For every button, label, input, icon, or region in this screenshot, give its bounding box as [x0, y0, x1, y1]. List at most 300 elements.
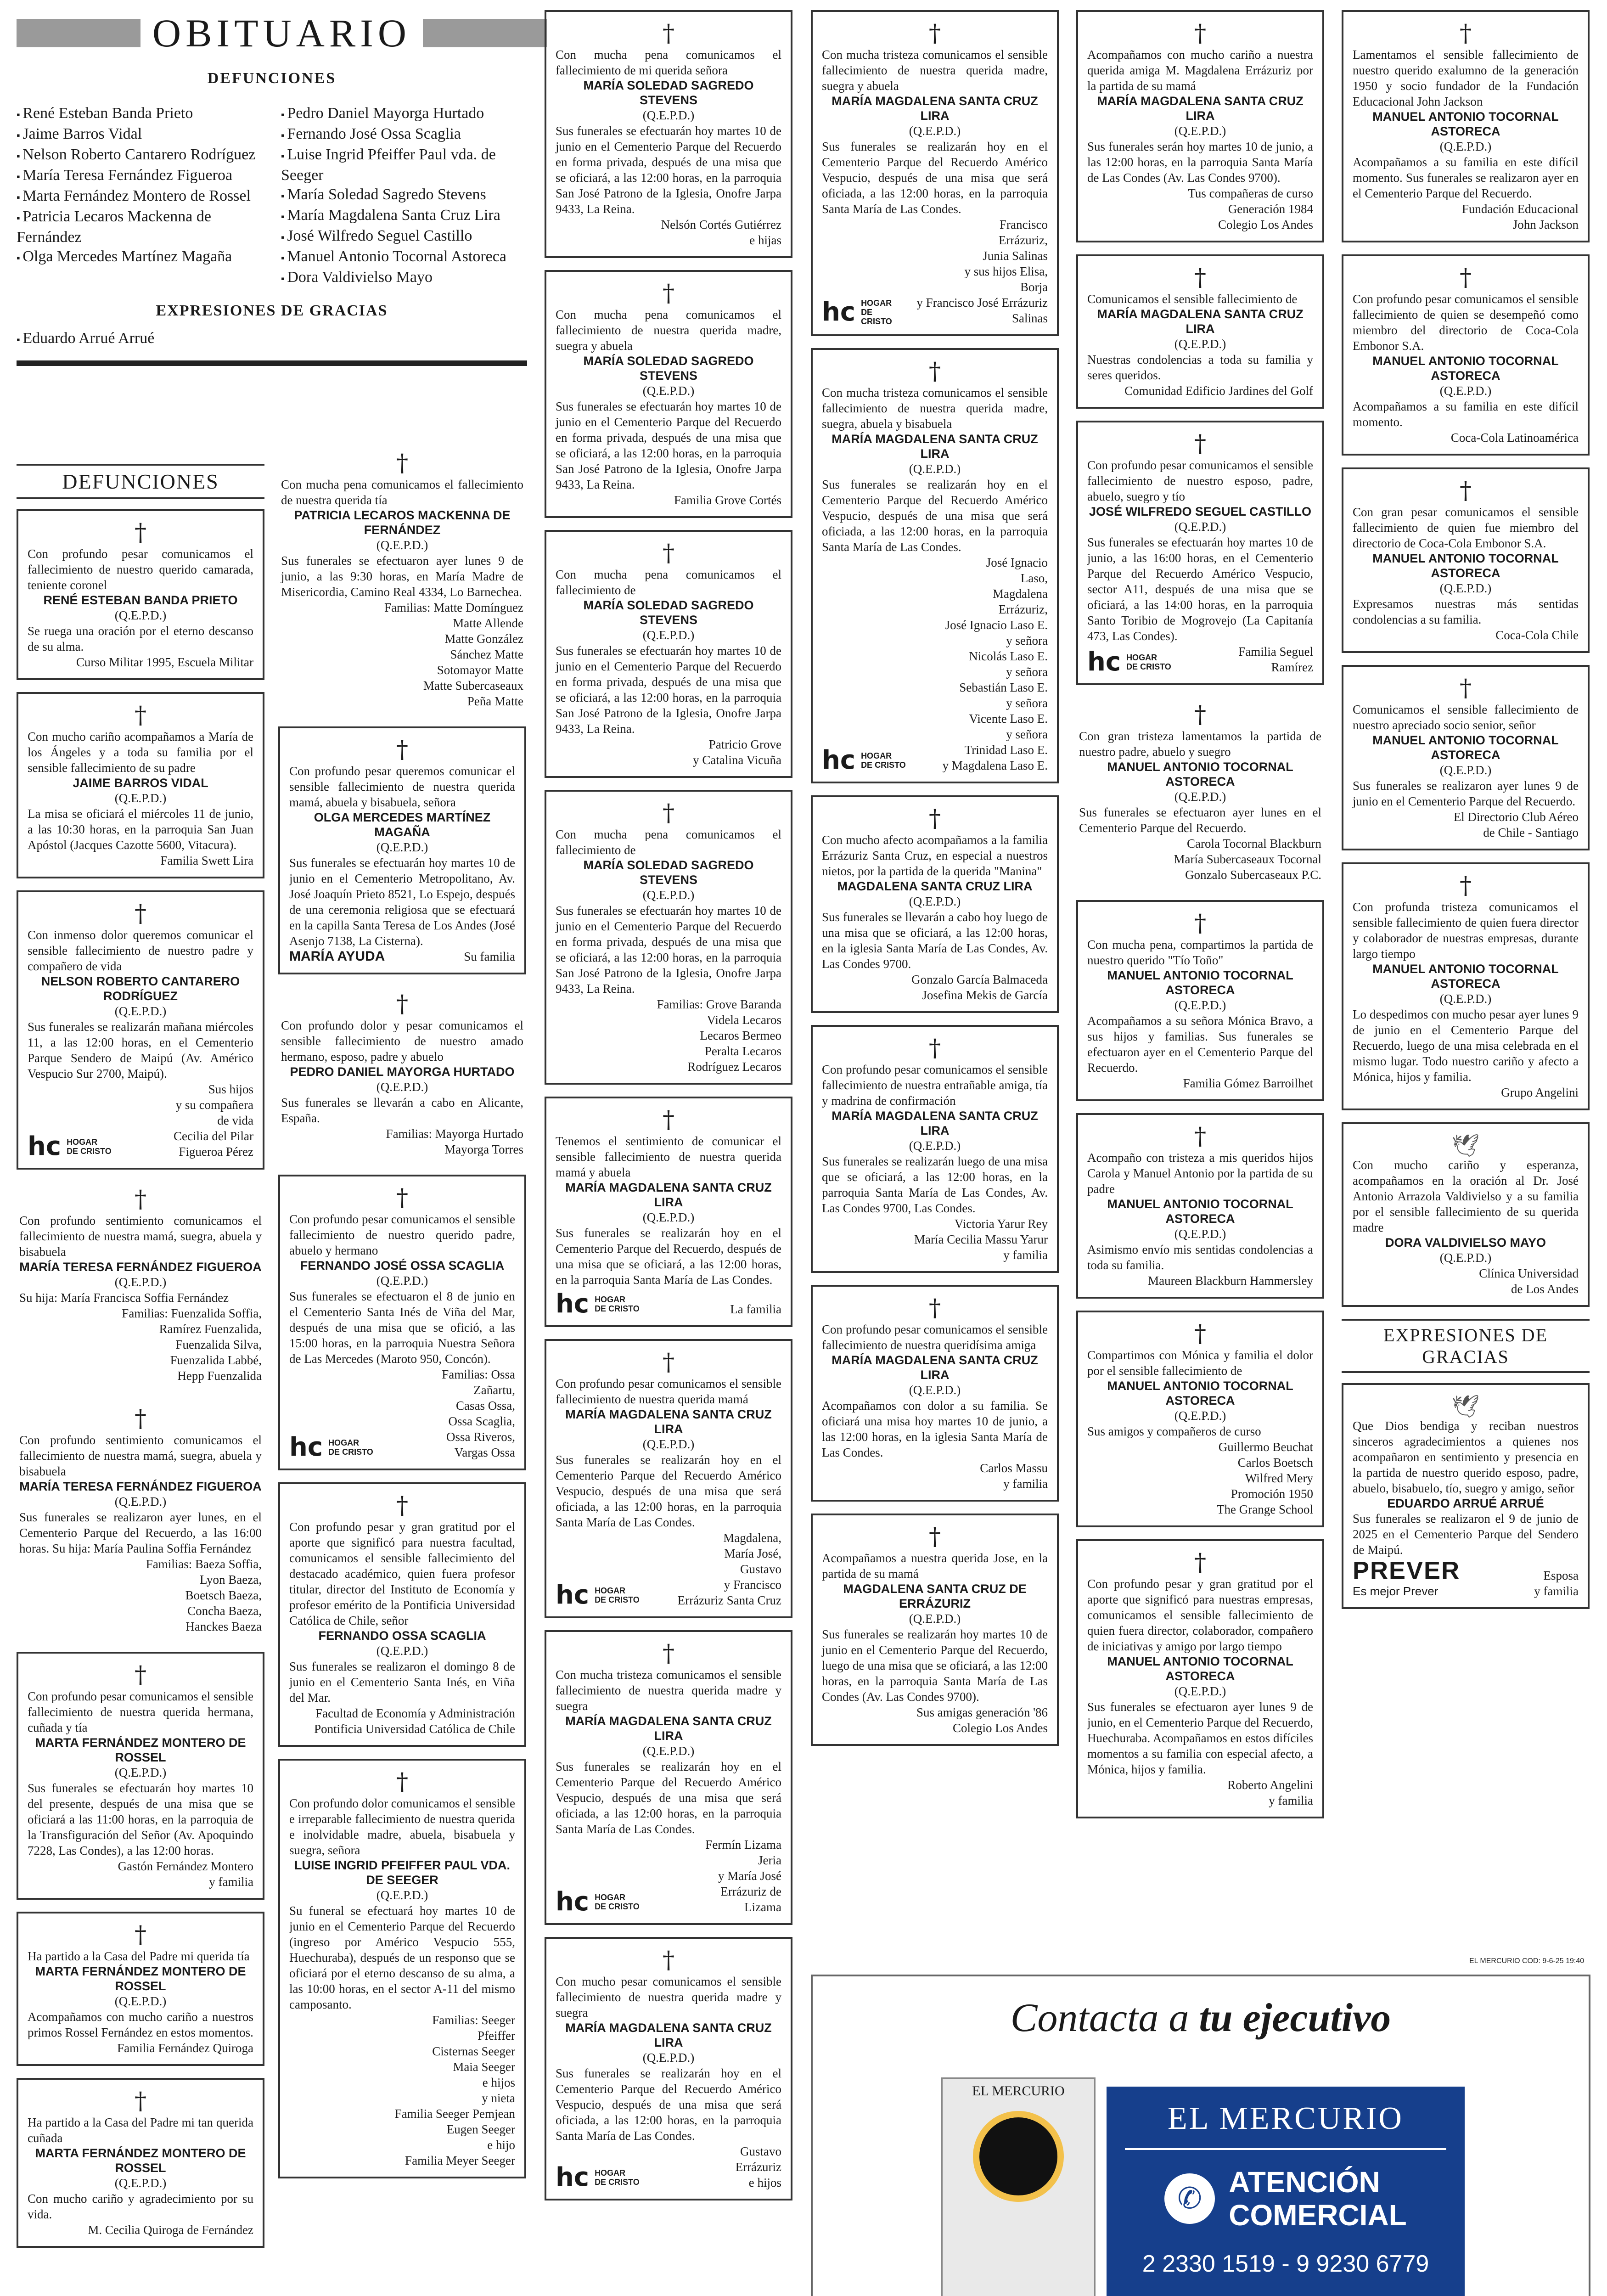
- index-item: ▪ Olga Mercedes Martínez Magaña: [17, 247, 263, 268]
- notice-intro: Que Dios bendiga y reciban nuestros sinceros agradecimientos a quienes nos acompañaron en sentimiento y presencia en la partida de nuestro querido esposo, padre, abuelo, bisabuelo, tío, suegro y amigo, señor: [1353, 1419, 1579, 1495]
- qepd-label: (Q.E.P.D.): [909, 895, 961, 908]
- notice-signers: [916, 1705, 1048, 1736]
- notice-name: MARÍA TERESA FERNÁNDEZ FIGUEROA: [19, 1260, 262, 1274]
- notice-intro: Con profundo pesar comunicamos el sensible fallecimiento de nuestra querida hermana, cuñada y tía: [28, 1689, 253, 1734]
- notice-name: MARÍA SOLEDAD SAGREDO STEVENS: [583, 598, 754, 627]
- obituary-notice: [811, 1285, 1059, 1502]
- signer-line: Magdalena,: [723, 1531, 781, 1545]
- gracias-index: [17, 329, 527, 349]
- obituary-notice: [17, 1401, 264, 1643]
- cross-icon: †: [1194, 430, 1206, 458]
- cross-icon: †: [396, 736, 408, 764]
- cross-icon: †: [396, 450, 408, 477]
- ad-headline-a: Contacta a: [1010, 1996, 1189, 2040]
- hogar-de-cristo-logo: [556, 1582, 640, 1608]
- notice-body: Sus funerales se efectuarán hoy martes 10 de junio en el Cementerio Parque del Recuerdo en forma privada, después de una misa que se oficiará, a las 12:00 horas, en la parroquia San José Patrono de la Iglesia, Onofre Jarpa 9433, La Reina.: [556, 644, 781, 736]
- notice-name: MARÍA MAGDALENA SANTA CRUZ LIRA: [565, 2021, 772, 2049]
- hogar-label-line: DE CRISTO: [595, 1304, 640, 1313]
- signer-line: Sotomayor Matte: [437, 663, 523, 677]
- notice-name: MARÍA SOLEDAD SAGREDO STEVENS: [583, 79, 754, 107]
- hogar-label-line: HOGAR: [67, 1137, 98, 1147]
- notice-footer: [28, 853, 253, 868]
- cross-icon: †: [1194, 1549, 1206, 1576]
- hogar-label-line: HOGAR: [595, 1893, 626, 1902]
- signer-line: Familias: Ossa: [442, 1367, 515, 1381]
- signer-line: Laso,: [1020, 571, 1048, 585]
- notice-name: MARÍA MAGDALENA SANTA CRUZ LIRA: [832, 1109, 1038, 1137]
- signer-line: Familias: Grove Baranda: [657, 997, 781, 1011]
- index-item: ▪ Marta Fernández Montero de Rossel: [17, 186, 263, 207]
- notice-body: La misa se oficiará el miércoles 11 de junio, a las 10:30 horas, en la parroquia San Juan Apóstol (Jacques Cazotte 5600, Vitacura).: [28, 807, 253, 852]
- notice-body: Acompañamos a su señora Mónica Bravo, a sus hijos y familias. Sus funerales se efectuaron ayer en el Cementerio Parque del Recuerdo.: [1087, 1014, 1313, 1075]
- notice-signers: [384, 600, 523, 709]
- notice-signer: Maureen Blackburn Hammersley: [1148, 1274, 1313, 1288]
- notice-signers: [174, 1081, 253, 1159]
- notice-intro: Acompañamos con mucho cariño a nuestra querida amiga M. Magdalena Errázuriz por la partida de su mamá: [1087, 48, 1313, 93]
- index-item: ▪ Jaime Barros Vidal: [17, 124, 263, 145]
- signer-line: de Chile - Santiago: [1483, 826, 1579, 839]
- signer-line: Matte González: [444, 632, 523, 646]
- phone-icon: ✆: [1164, 2173, 1215, 2224]
- notice-signers: [943, 555, 1048, 773]
- notice-body: Asimismo envío mis sentidas condolencias a toda su familia.: [1087, 1243, 1313, 1272]
- notice-name: MARÍA MAGDALENA SANTA CRUZ LIRA: [565, 1407, 772, 1436]
- notice-body: Sus funerales se efectuarán hoy martes 10 de junio en el Cementerio Parque del Recuerdo en forma privada, después de una misa que se oficiará, a las 12:00 horas, en la parroquia San José Patrono de la Iglesia, Onofre Jarpa 9433, La Reina.: [556, 124, 781, 216]
- qepd-label: (Q.E.P.D.): [909, 462, 961, 476]
- notice-body: Lo despedimos con mucho pesar ayer lunes 9 de junio en el Cementerio Parque del Recuerdo, luego de una misa celebrada en el mismo lugar. Todo nuestro cariño y afecto a Mónica, hijos y familia.: [1353, 1007, 1579, 1084]
- notice-footer: [556, 737, 781, 768]
- prever-logo: [1353, 1558, 1460, 1599]
- notice-intro: Comunicamos el sensible fallecimiento de: [1087, 292, 1298, 306]
- qepd-label: (Q.E.P.D.): [1439, 992, 1492, 1006]
- qepd-label: (Q.E.P.D.): [114, 1994, 167, 2008]
- notice-signer: Familia Fernández Quiroga: [117, 2041, 253, 2055]
- notice-intro: Con mucha pena comunicamos el fallecimiento de: [556, 827, 781, 857]
- cross-icon: †: [1460, 477, 1472, 505]
- notice-signer: Comunidad Edificio Jardines del Golf: [1124, 384, 1313, 398]
- notice-body: Sus funerales se realizarán hoy en el Cementerio Parque del Recuerdo Américo Vespucio, después de una misa que será oficiada, a las 12:00 horas, en la parroquia Santa María de Las Condes.: [556, 2066, 781, 2143]
- obituary-notice: [1342, 254, 1590, 456]
- notice-name: LUISE INGRID PFEIFFER PAUL VDA. DE SEEGER: [294, 1858, 511, 1887]
- qepd-label: (Q.E.P.D.): [1439, 1251, 1492, 1265]
- signer-line: Vicente Laso E.: [969, 712, 1048, 726]
- signer-line: Fuenzalida Labbé,: [170, 1353, 262, 1367]
- qepd-label: (Q.E.P.D.): [114, 1766, 167, 1779]
- notice-name: MARÍA MAGDALENA SANTA CRUZ LIRA: [832, 94, 1038, 123]
- qepd-label: (Q.E.P.D.): [114, 608, 167, 622]
- hogar-label-line: DE CRISTO: [595, 2178, 640, 2187]
- hogar-de-cristo-logo: [556, 2162, 640, 2192]
- hogar-de-cristo-logo: [822, 298, 897, 326]
- notice-signers: [386, 1126, 523, 1157]
- ad-service-line: ATENCIÓN: [1229, 2166, 1380, 2199]
- signer-line: Sus hijos: [208, 1082, 253, 1096]
- notice-intro: Acompañamos a nuestra querida Jose, en la partida de su mamá: [822, 1551, 1048, 1581]
- notice-signer: Coca-Cola Latinoamérica: [1450, 431, 1579, 445]
- title-bar-left: [17, 19, 140, 47]
- qepd-label: (Q.E.P.D.): [1174, 1227, 1226, 1241]
- obituary-header: [17, 10, 527, 366]
- signer-line: e hijas: [749, 233, 781, 247]
- column-5: [1076, 10, 1324, 1830]
- notice-body: Sus funerales se realizarán hoy en el Cementerio Parque del Recuerdo, después de una misa que se oficiará, a las 12:00 horas, en la parroquia Santa María de Las Condes.: [556, 1226, 781, 1287]
- obituary-notice: [1076, 697, 1324, 891]
- notice-name: MANUEL ANTONIO TOCORNAL ASTORECA: [1372, 354, 1559, 383]
- signer-line: Familias: Seeger: [432, 2013, 515, 2027]
- cross-icon: †: [135, 1405, 146, 1433]
- notice-body: Acompañamos a su familia en este difícil momento.: [1353, 400, 1579, 429]
- notice-body: Sus funerales se realizarán luego de una misa que se oficiará, a las 12:00 horas, en la parroquia Santa María de Las Condes, Av. Las Condes 9700, Las Condes.: [822, 1154, 1048, 1215]
- cross-icon: †: [1460, 675, 1472, 702]
- notice-name: PATRICIA LECAROS MACKENNA DE FERNÁNDEZ: [294, 508, 511, 537]
- notice-footer: [556, 492, 781, 508]
- notice-intro: Con profundo pesar comunicamos el sensible fallecimiento de nuestro esposo, padre, abuelo, suegro y tío: [1087, 458, 1313, 503]
- notice-body: Sus funerales se efectuaron el 8 de junio en el Cementerio Santa Inés de Viña del Mar, después de una misa que se ofició, a las 15:00 horas, en la parroquia Nuestra Señora de Las Mercedes (Maroto 950, Concón).: [289, 1289, 515, 1366]
- notice-name: JAIME BARROS VIDAL: [73, 776, 208, 790]
- qepd-label: (Q.E.P.D.): [642, 628, 695, 642]
- newspaper-masthead: EL MERCURIO: [972, 2083, 1065, 2099]
- signer-line: María Cecilia Massu Yarur: [914, 1232, 1048, 1246]
- index-item: ▪ Fernando José Ossa Scaglia: [281, 124, 527, 145]
- hogar-label-line: DE CRISTO: [595, 1595, 640, 1604]
- notice-name: EDUARDO ARRUÉ ARRUÉ: [1387, 1497, 1544, 1510]
- notice-name: MARÍA MAGDALENA SANTA CRUZ LIRA: [565, 1714, 772, 1743]
- notice-intro: Lamentamos el sensible fallecimiento de nuestro querido exalumno de la generación 1950 y socio fundador de la Fundación Educacional John Jackson: [1353, 48, 1579, 108]
- notice-intro: Con profundo dolor comunicamos el sensible e irreparable fallecimiento de nuestra querida e inolvidable madre, abuela, bisabuela y suegra, señora: [289, 1796, 515, 1857]
- signer-line: Wilfred Mery: [1245, 1471, 1313, 1485]
- hogar-mark-icon: hc: [556, 1580, 590, 1610]
- notice-name: MANUEL ANTONIO TOCORNAL ASTORECA: [1107, 1197, 1293, 1226]
- signer-line: Sus amigas generación '86: [916, 1705, 1048, 1719]
- cross-icon: †: [663, 1640, 674, 1667]
- obituary-notice: [1076, 1311, 1324, 1527]
- obituary-notice: [1076, 1113, 1324, 1299]
- obituary-notice: [1342, 1122, 1590, 1307]
- notice-footer: [1087, 1777, 1313, 1808]
- qepd-label: (Q.E.P.D.): [642, 2051, 695, 2065]
- signer-line: Rodríguez Lecaros: [687, 1060, 781, 1074]
- notice-intro: Con gran tristeza lamentamos la partida de nuestro padre, abuelo y suegro: [1079, 729, 1321, 759]
- column-3: [545, 10, 792, 2212]
- hogar-mark-icon: hc: [822, 745, 856, 775]
- hogar-mark-icon: hc: [556, 1289, 590, 1319]
- signer-line: y nieta: [482, 2091, 515, 2105]
- qepd-label: (Q.E.P.D.): [114, 2176, 167, 2190]
- cross-icon: †: [135, 702, 146, 729]
- signer-line: y Catalina Vicuña: [693, 753, 781, 767]
- signer-line: y Magdalena Laso E.: [942, 759, 1048, 772]
- notice-footer: [19, 1306, 262, 1384]
- obituary-notice: [545, 790, 792, 1085]
- notice-signers: [118, 1858, 253, 1890]
- notice-footer: [556, 996, 781, 1075]
- signer-line: Errázuriz,: [998, 233, 1048, 247]
- qepd-label: (Q.E.P.D.): [1174, 337, 1226, 351]
- signer-line: Gonzalo García Balmaceda: [911, 973, 1048, 986]
- notice-signer: Curso Militar 1995, Escuela Militar: [76, 655, 253, 669]
- signer-line: y familia: [1534, 1584, 1579, 1598]
- hogar-label-line: DE CRISTO: [595, 1902, 640, 1911]
- notice-name: MARÍA MAGDALENA SANTA CRUZ LIRA: [1097, 94, 1304, 123]
- notice-signers: [705, 1837, 781, 1915]
- signer-line: Guillermo Beuchat: [1218, 1440, 1313, 1454]
- hogar-de-cristo-logo: [1087, 649, 1171, 675]
- signer-line: Ossa Scaglia,: [448, 1414, 515, 1428]
- cross-icon: †: [929, 20, 941, 47]
- notice-signers: [678, 1530, 781, 1608]
- signer-line: de vida: [217, 1114, 253, 1127]
- maria-ayuda-logo: MARÍA AYUDA: [289, 949, 385, 964]
- obituary-notice: [1342, 10, 1590, 242]
- signer-line: Matte Allende: [453, 616, 523, 630]
- obituary-notice: [1076, 10, 1324, 242]
- cross-icon: †: [135, 519, 146, 546]
- notice-body: Sus funerales se efectuarán hoy martes 10 de junio en el Cementerio Parque del Recuerdo en forma privada, después de una misa que se oficiará, a las 12:00 horas, en la parroquia San José Patrono de la Iglesia, Onofre Jarpa 9433, La Reina.: [556, 904, 781, 996]
- el-mercurio-ad[interactable]: [811, 1975, 1590, 2296]
- notice-signers: [736, 2144, 781, 2190]
- notice-footer: [28, 2040, 253, 2056]
- signer-line: Sebastián Laso E.: [959, 681, 1048, 694]
- hogar-label: [861, 298, 896, 326]
- section-heading-gracias: EXPRESIONES DE GRACIAS: [1342, 1319, 1590, 1373]
- cross-icon: †: [396, 1492, 408, 1519]
- notice-body: Expresamos nuestras más sentidas condolencias a su familia.: [1353, 597, 1579, 626]
- notice-intro: Con profundo pesar comunicamos el fallecimiento de nuestro querido camarada, teniente coronel: [28, 547, 253, 592]
- hogar-de-cristo-logo: [822, 745, 906, 775]
- prever-tagline: Es mejor Prever: [1353, 1584, 1438, 1598]
- qepd-label: (Q.E.P.D.): [1174, 998, 1226, 1012]
- ad-headline: [813, 1995, 1589, 2041]
- notice-footer: [556, 2144, 781, 2190]
- notice-signers: [1174, 836, 1321, 883]
- qepd-label: (Q.E.P.D.): [1174, 1684, 1226, 1698]
- notice-intro: Con profundo pesar y gran gratitud por el aporte que significó para nuestras empresas, comunicamos el sensible fallecimiento de quien fuera director, colaborador, compañero de iniciativas y amigo por largo tiempo: [1087, 1577, 1313, 1653]
- signer-line: Carola Tocornal Blackburn: [1186, 837, 1321, 850]
- cross-icon: †: [663, 799, 674, 827]
- obituary-notice: [545, 1097, 792, 1327]
- signer-line: Casas Ossa,: [456, 1399, 515, 1412]
- cross-icon: †: [396, 990, 408, 1018]
- qepd-label: (Q.E.P.D.): [642, 108, 695, 122]
- column-2: [278, 445, 526, 2190]
- notice-signers: [1217, 1439, 1313, 1517]
- notice-name: PEDRO DANIEL MAYORGA HURTADO: [290, 1065, 515, 1079]
- notice-footer: [822, 972, 1048, 1003]
- signer-line: Errázuriz: [735, 2160, 781, 2174]
- qepd-label: (Q.E.P.D.): [114, 1004, 167, 1018]
- signer-line: El Directorio Club Aéreo: [1453, 810, 1579, 824]
- notice-intro: Con mucha pena, compartimos la partida de nuestro querido "Tío Toño": [1087, 938, 1313, 967]
- qepd-label: (Q.E.P.D.): [376, 1080, 428, 1094]
- ad-headline-b: tu ejecutivo: [1199, 1996, 1391, 2040]
- obituary-notice: [545, 270, 792, 518]
- notice-footer: [28, 2222, 253, 2238]
- obituary-notice: [1342, 665, 1590, 850]
- notice-intro: Con profundo pesar comunicamos el sensible fallecimiento de quien se desempeñó como miembro del directorio de Coca-Cola Embonor S.A.: [1353, 292, 1579, 353]
- notice-footer: [556, 217, 781, 248]
- notice-name: MARÍA MAGDALENA SANTA CRUZ LIRA: [832, 1353, 1038, 1382]
- signer-line: Errázuriz de: [720, 1885, 781, 1898]
- cross-icon: †: [1194, 1320, 1206, 1348]
- notice-name: FERNANDO JOSÉ OSSA SCAGLIA: [300, 1259, 505, 1272]
- signer-line: Hanckes Baeza: [185, 1620, 262, 1633]
- hogar-label: [328, 1438, 373, 1457]
- signer-line: Concha Baeza,: [187, 1604, 262, 1618]
- notice-body: Sus funerales se realizarán mañana miércoles 11, a las 12:00 horas, en el Cementerio Parque Sendero de Maipú (Av. Américo Vespucio Sur 2700, Maipú).: [28, 1020, 253, 1080]
- signer-line: Vargas Ossa: [454, 1446, 515, 1459]
- obituary-notice: [811, 10, 1059, 336]
- notice-footer: [556, 1837, 781, 1915]
- hogar-label: [1126, 653, 1171, 671]
- obituary-notice: [278, 1759, 526, 2178]
- notice-intro: Con mucha pena comunicamos el fallecimiento de mi querida señora: [556, 48, 781, 77]
- signer-line: Familia Seeger Pemjean: [394, 2107, 515, 2121]
- title-bar: [17, 10, 527, 56]
- notice-intro: Con mucho cariño acompañamos a María de los Ángeles y a toda su familia por el sensible fallecimiento de su padre: [28, 730, 253, 775]
- notice-signer: Familia Swett Lira: [160, 854, 253, 867]
- hogar-label: [67, 1137, 112, 1156]
- notice-name: MANUEL ANTONIO TOCORNAL ASTORECA: [1372, 551, 1559, 580]
- qepd-label: (Q.E.P.D.): [376, 840, 428, 854]
- notice-footer: [556, 1530, 781, 1608]
- index-item: ▪ Luise Ingrid Pfeiffer Paul vda. de Seeger: [281, 145, 527, 185]
- notice-signers: [1188, 186, 1313, 232]
- ad-phone-numbers[interactable]: 2 2330 1519 - 9 9230 6779: [1142, 2251, 1429, 2277]
- qepd-label: (Q.E.P.D.): [1174, 790, 1226, 804]
- qepd-label: (Q.E.P.D.): [1439, 140, 1492, 153]
- notice-footer: [1353, 627, 1579, 643]
- notice-footer: [822, 1705, 1048, 1736]
- obituary-notice: [17, 890, 264, 1170]
- cross-icon: †: [663, 20, 674, 47]
- notice-signers: [1479, 1266, 1579, 1297]
- notice-body: Acompañamos con dolor a su familia. Se oficiará una misa hoy martes 10 de junio, a las 12:00 horas, en la iglesia Santa María de Las Condes.: [822, 1399, 1048, 1459]
- notice-name: MANUEL ANTONIO TOCORNAL ASTORECA: [1372, 962, 1559, 990]
- atencion-comercial-panel: [1107, 2087, 1465, 2296]
- notice-signers: [395, 2012, 515, 2168]
- signer-line: Colegio Los Andes: [953, 1721, 1048, 1735]
- hogar-label-line: HOGAR: [595, 1295, 626, 1304]
- section-heading-defunciones: DEFUNCIONES: [17, 464, 264, 499]
- ad-service: [1107, 2166, 1465, 2232]
- obituary-notice: [545, 1937, 792, 2200]
- qepd-label: (Q.E.P.D.): [114, 791, 167, 805]
- notice-footer: [1353, 809, 1579, 840]
- notice-body: Sus funerales se efectuaron ayer lunes 9 de junio, a las 9:30 horas, en María Madre de Misericordia, Camino Real 4334, Lo Barnechea.: [281, 554, 523, 599]
- signer-line: Tus compañeras de curso: [1188, 186, 1313, 200]
- hogar-de-cristo-logo: [556, 1291, 640, 1317]
- notice-body: Acompañamos a su familia en este difícil momento. Sus funerales se realizaron ayer en el Cementerio Parque del Recuerdo.: [1353, 155, 1579, 200]
- gracias-notice: [1342, 1383, 1590, 1609]
- qepd-label: (Q.E.P.D.): [1439, 384, 1492, 398]
- notice-body: Sus funerales se realizarán hoy en el Cementerio Parque del Recuerdo Américo Vespucio, después de una misa que será oficiada, a las 12:00 horas, en la parroquia Santa María de Las Condes.: [822, 478, 1048, 554]
- obituary-notice: [17, 1912, 264, 2066]
- notice-intro: Con mucha pena comunicamos el fallecimiento de: [556, 568, 781, 597]
- signer-line: Errázuriz,: [998, 602, 1048, 616]
- notice-footer: [1353, 1558, 1579, 1599]
- notice-footer: [289, 949, 515, 964]
- index-item: ▪ José Wilfredo Seguel Castillo: [281, 226, 527, 247]
- cross-icon: †: [663, 540, 674, 567]
- signer-line: e hijos: [748, 2176, 781, 2189]
- notice-body: Con mucho cariño y agradecimiento por su vida.: [28, 2192, 253, 2221]
- hogar-label-line: DE CRISTO: [1126, 662, 1171, 671]
- notice-signer: Familia Grove Cortés: [674, 493, 781, 507]
- obituary-notice: [278, 1175, 526, 1470]
- cross-icon: †: [663, 1106, 674, 1134]
- notice-intro: Con mucho cariño y esperanza, acompañamos en la oración al Dr. José Antonio Arrazola Valdivielso y a su familia por el sensible fallecimiento de su querida madre: [1353, 1158, 1579, 1234]
- signer-line: Fermín Lizama: [705, 1838, 781, 1851]
- notice-body: Su hija: María Francisca Soffia Fernández: [19, 1291, 229, 1305]
- cross-icon: †: [663, 280, 674, 307]
- notice-body: Sus funerales se realizaron ayer lunes, en el Cementerio Parque del Recuerdo, a las 16:00 horas. Su hija: María Paulina Soffia Fernández: [19, 1510, 262, 1555]
- signer-line: María Subercaseaux Tocornal: [1174, 852, 1321, 866]
- obituary-notice: [17, 692, 264, 878]
- notice-intro: Con profundo pesar comunicamos el sensible fallecimiento de nuestra queridísima amiga: [822, 1322, 1048, 1352]
- notice-name: RENÉ ESTEBAN BANDA PRIETO: [43, 593, 238, 607]
- notice-signer: M. Cecilia Quiroga de Fernández: [88, 2223, 253, 2237]
- index-item: ▪ Pedro Daniel Mayorga Hurtado: [281, 104, 527, 124]
- cross-icon: †: [135, 900, 146, 928]
- notice-footer: [1353, 430, 1579, 445]
- notice-footer: [822, 217, 1048, 326]
- obituary-notice: [811, 1514, 1059, 1746]
- signer-line: Videla Lecaros: [707, 1013, 781, 1027]
- signer-line: Carlos Boetsch: [1237, 1456, 1313, 1469]
- hogar-label: [595, 1893, 640, 1911]
- index-item: ▪ María Magdalena Santa Cruz Lira: [281, 206, 527, 226]
- notice-name: MANUEL ANTONIO TOCORNAL ASTORECA: [1107, 760, 1293, 788]
- signer-line: Nicolás Laso E.: [969, 649, 1048, 663]
- notice-intro: Con mucha pena comunicamos el fallecimiento de nuestra querida tía: [281, 478, 523, 507]
- hogar-label: [595, 1586, 640, 1604]
- index-col-right: [281, 104, 527, 288]
- hogar-label-line: HOGAR: [1126, 653, 1157, 662]
- dove-icon: 🕊: [1451, 1133, 1480, 1159]
- hogar-mark-icon: hc: [556, 2162, 590, 2192]
- signer-line: e hijos: [482, 2076, 515, 2089]
- signer-line: Maia Seeger: [453, 2060, 515, 2074]
- qepd-label: (Q.E.P.D.): [642, 384, 695, 398]
- notice-name: OLGA MERCEDES MARTÍNEZ MAGAÑA: [314, 810, 491, 839]
- notice-intro: Ha partido a la Casa del Padre mi tan querida cuñada: [28, 2116, 253, 2145]
- signer-line: Colegio Los Andes: [1218, 218, 1313, 231]
- defunciones-subtitle: DEFUNCIONES: [207, 70, 337, 87]
- hogar-de-cristo-logo: [28, 1131, 112, 1161]
- notice-signers: [1462, 201, 1579, 232]
- notice-name: MARTA FERNÁNDEZ MONTERO DE ROSSEL: [35, 1736, 246, 1764]
- hogar-mark-icon: hc: [822, 297, 856, 327]
- notice-footer: [28, 1081, 253, 1159]
- hogar-mark-icon: hc: [1087, 647, 1121, 677]
- hogar-label: [595, 2168, 640, 2187]
- notice-footer: [289, 2012, 515, 2168]
- notice-body: Sus funerales se realizaron el domingo 8 de junio en el Cementerio Santa Inés, en Viña del Mar.: [289, 1660, 515, 1705]
- notice-body: Sus funerales se efectuarán hoy martes 10 de junio, a las 16:00 horas, en el Cementerio Parque del Recuerdo Américo Vespucio, sector A11, después de una misa que se oficiará, a las 14:00 horas, en la parroquia Santo Toribio de Mogrovejo (La Capitanía 473, Las Condes).: [1087, 535, 1313, 643]
- notice-intro: Con mucho afecto acompañamos a la familia Errázuriz Santa Cruz, en especial a nuestros nietos, por la partida de la querida "Manina": [822, 833, 1048, 878]
- notice-intro: Con profundo pesar y gran gratitud por el aporte que significó para nuestra facultad, comunicamos el sensible fallecimiento del destacado académico, quien fuera profesor titular, director del Instituto de Economía y profesor emérito de la Pontificia Universidad Católica de Chile, señor: [289, 1520, 515, 1627]
- index-item: ▪ Patricia Lecaros Mackenna de Fernández: [17, 207, 263, 247]
- index-item: ▪ Manuel Antonio Tocornal Astoreca: [281, 247, 527, 268]
- notice-footer: [1087, 186, 1313, 232]
- notice-intro: Con mucha tristeza comunicamos el sensible fallecimiento de nuestra querida madre, suegra, abuela y bisabuela: [822, 386, 1048, 431]
- divider: [17, 360, 527, 366]
- notice-signer: Grupo Angelini: [1501, 1086, 1579, 1099]
- obituary-notice: [17, 509, 264, 680]
- notice-name: MARÍA MAGDALENA SANTA CRUZ LIRA: [832, 432, 1038, 461]
- signer-line: Victoria Yarur Rey: [954, 1217, 1048, 1231]
- hogar-label-line: HOGAR: [861, 298, 892, 308]
